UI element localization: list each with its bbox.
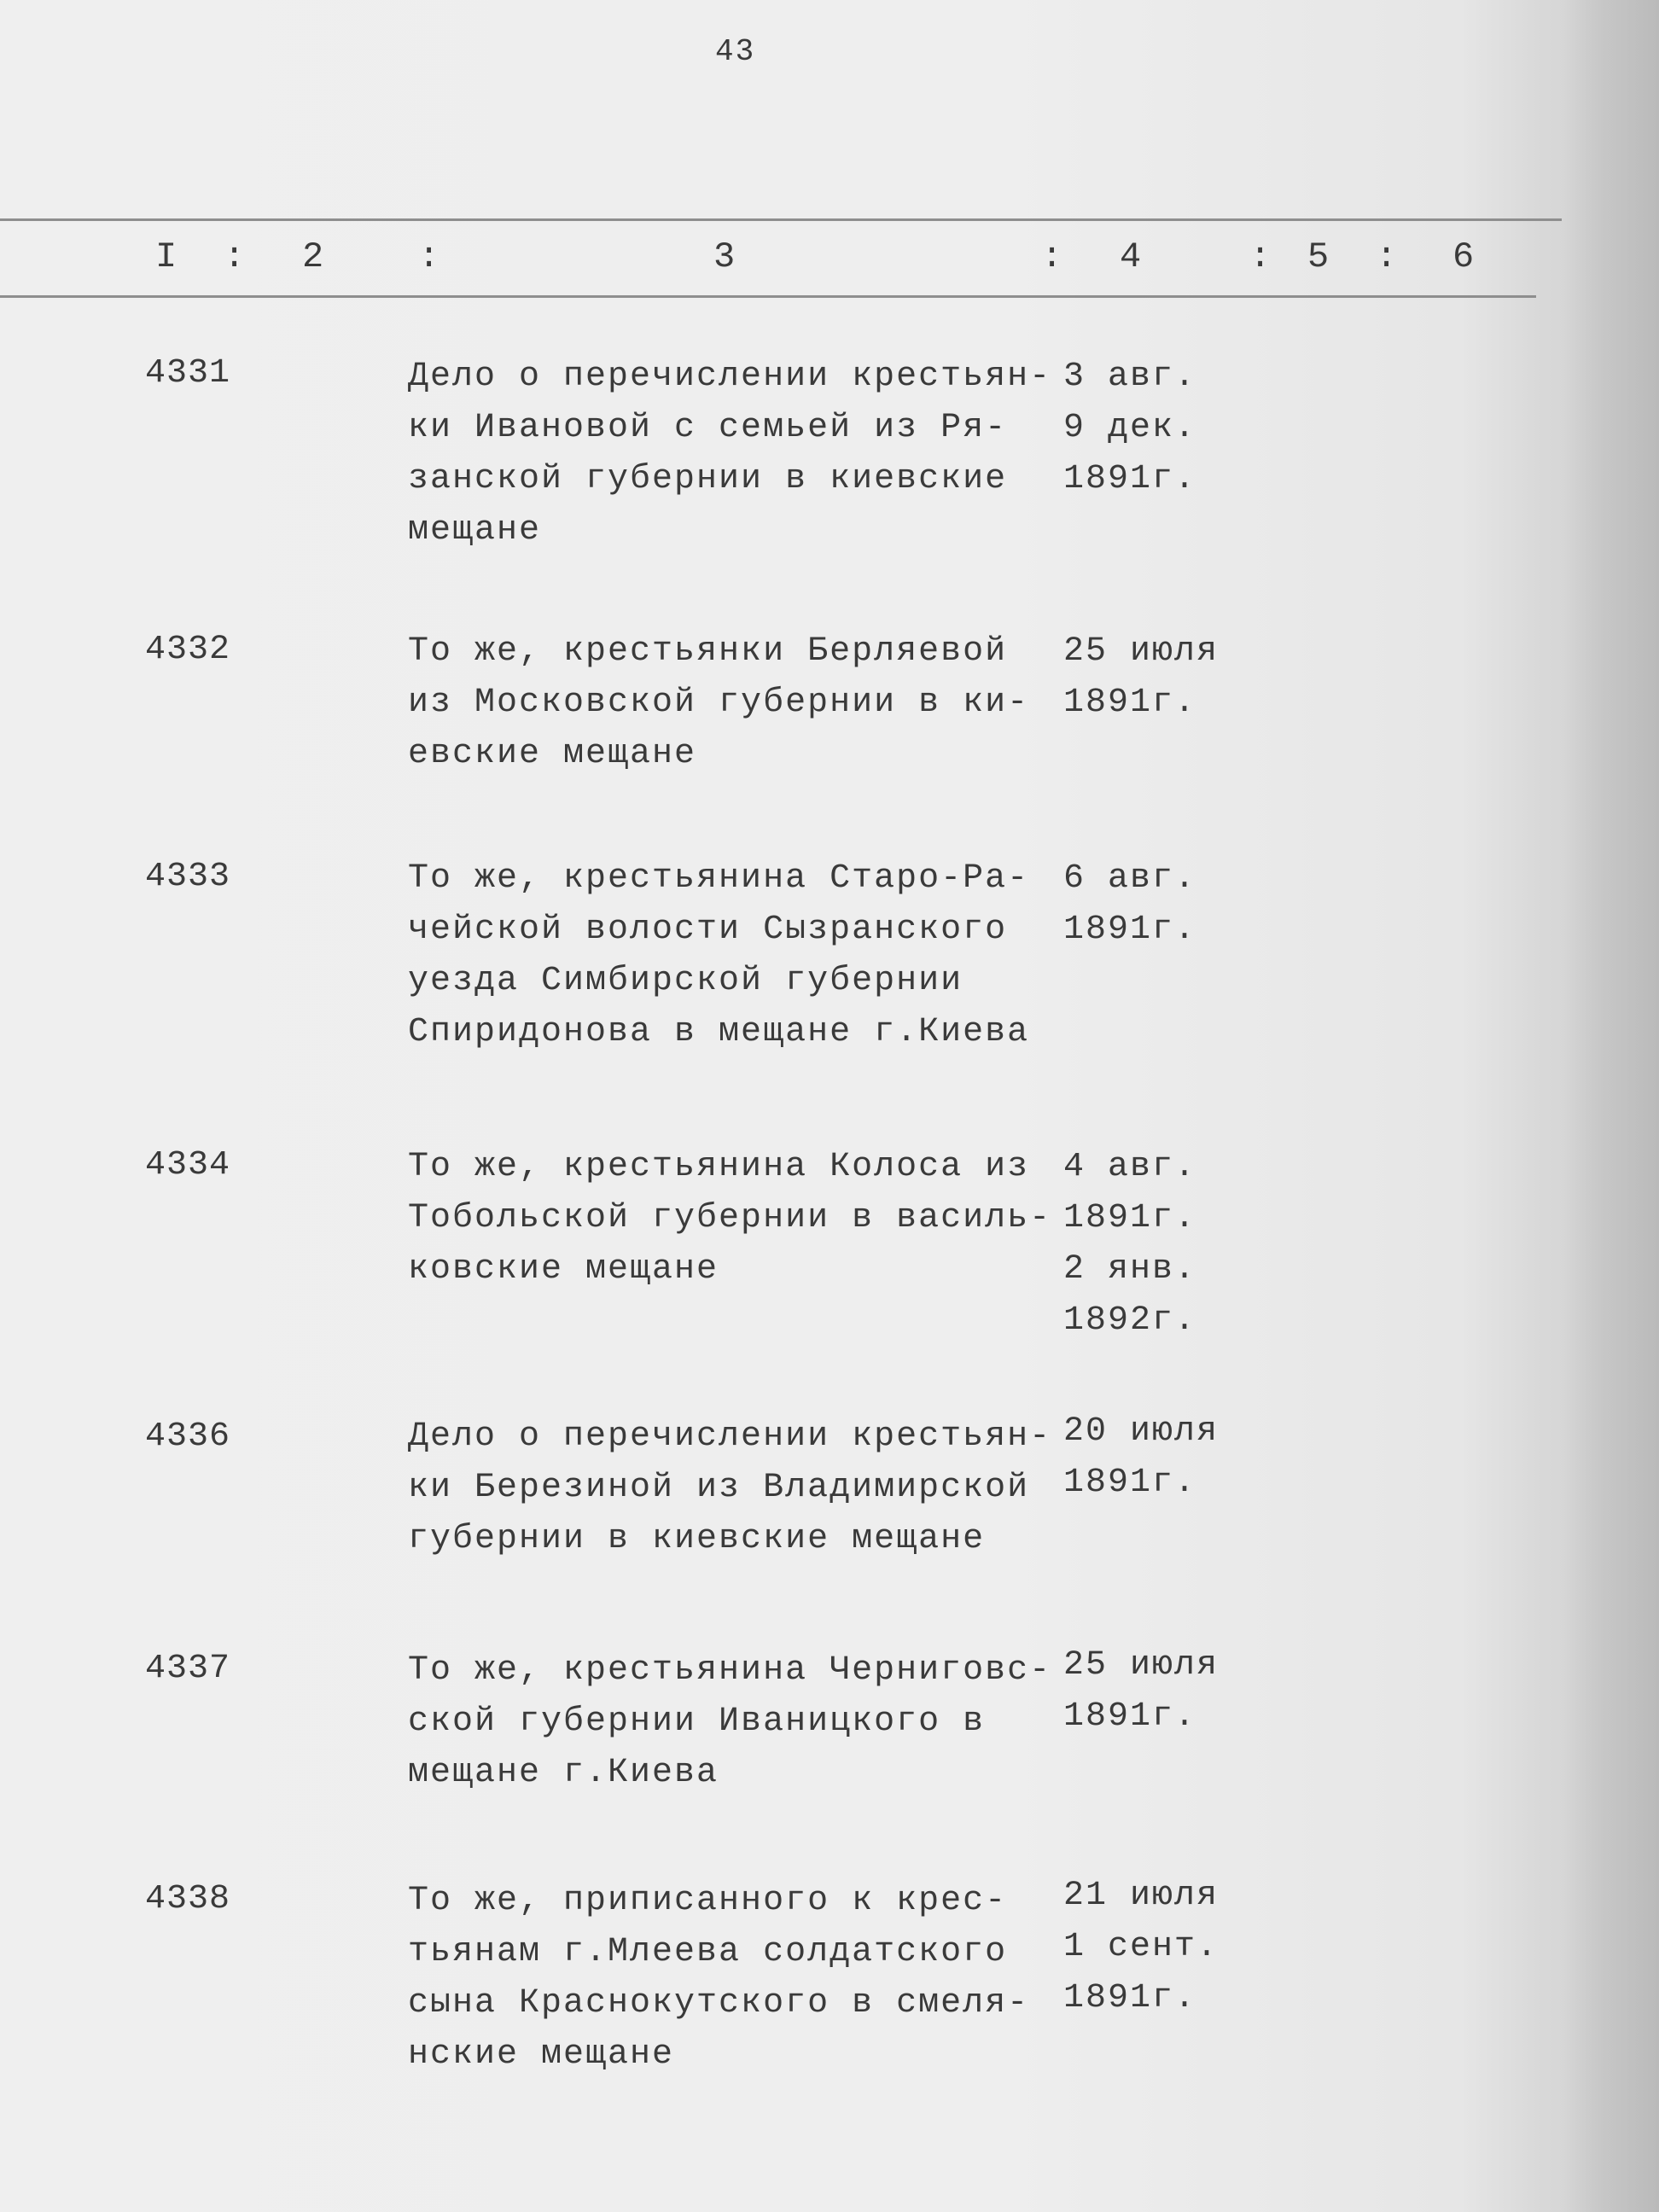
header-sep-1: : [224,236,246,277]
entry-description [408,626,1057,780]
page-edge-shadow [1562,0,1659,2212]
entry-number: 4337 [145,1650,231,1688]
entry-date [1063,1871,1243,2024]
entry-number: 4332 [145,631,231,669]
header-sep-3: : [1041,236,1063,277]
entry-date-line: 20 июля [1063,1412,1220,1451]
header-sep-4: : [1249,236,1272,277]
entry-date-line: 1891г. [1063,1199,1197,1237]
entry-date-line: 1 сент. [1063,1928,1220,1966]
entry-date-line: 6 авг. [1063,859,1197,898]
entry-text-line: Спиридонова в мещане г.Киева [408,1013,1030,1051]
entry-date [1063,626,1243,729]
entry-text-line: губернии в киевские мещане [408,1520,986,1558]
entry-text-line: То же, крестьянина Колоса из [408,1148,1030,1186]
entry-date-line: 25 июля [1063,1646,1220,1685]
entry-date-line: 1891г. [1063,460,1197,498]
entry-date-line: 1891г. [1063,911,1197,949]
entry-description [408,1142,1057,1295]
header-col-5: 5 [1307,236,1330,277]
entry-date-line: 1891г. [1063,1464,1197,1502]
header-col-2: 2 [302,236,324,277]
entry-text-line: Дело о перечислении крестьян- [408,1417,1052,1456]
entry-description [408,853,1057,1058]
entry-date [1063,1406,1243,1509]
page-number: 43 [715,34,756,69]
entry-text-line: ки Ивановой с семьей из Ря- [408,409,1008,447]
entry-text-line: уезда Симбирской губернии [408,962,963,1000]
entry-number: 4331 [145,354,231,393]
entry-description [408,352,1057,556]
entry-text-line: ки Березиной из Владимирской [408,1469,1030,1507]
header-sep-2: : [418,236,440,277]
header-sep-5: : [1376,236,1398,277]
entry-text-line: То же, крестьянина Старо-Ра- [408,859,1030,898]
entry-text-line: Тобольской губернии в василь- [408,1199,1052,1237]
entry-date-line: 21 июля [1063,1877,1220,1915]
entry-date [1063,853,1243,956]
entry-text-line: чейской волости Сызранского [408,911,1008,949]
entry-date [1063,1640,1243,1743]
entry-text-line: То же, приписанного к крес- [408,1882,1008,1920]
entry-text-line: евские мещане [408,735,697,773]
entry-date-line: 1892г. [1063,1301,1197,1340]
entry-text-line: ской губернии Иваницкого в [408,1703,986,1741]
entry-date-line: 3 авг. [1063,358,1197,396]
entry-date-line: 4 авг. [1063,1148,1197,1186]
entry-text-line: сына Краснокутского в смеля- [408,1984,1030,2023]
entry-text-line: мещане г.Киева [408,1754,719,1792]
entry-date-line: 1891г. [1063,684,1197,722]
entry-date-line: 1891г. [1063,1697,1197,1736]
entry-description [408,1876,1057,2081]
entry-date [1063,1142,1243,1347]
entry-description [408,1645,1057,1799]
header-col-1: I [155,236,178,277]
header-rule-bottom [0,295,1536,298]
entry-text-line: То же, крестьянки Берляевой [408,632,1008,671]
header-col-3: 3 [713,236,736,277]
entry-number: 4334 [145,1146,231,1185]
entry-text-line: Дело о перечислении крестьян- [408,358,1052,396]
entry-text-line: занской губернии в киевские [408,460,1008,498]
header-col-4: 4 [1120,236,1142,277]
entry-date [1063,352,1243,505]
entry-text-line: нские мещане [408,2035,675,2074]
entry-date-line: 9 дек. [1063,409,1197,447]
entry-date-line: 1891г. [1063,1979,1197,2017]
entry-number: 4336 [145,1417,231,1456]
entry-text-line: из Московской губернии в ки- [408,684,1030,722]
entry-date-line: 25 июля [1063,632,1220,671]
header-col-6: 6 [1452,236,1475,277]
entry-text-line: мещане [408,511,542,550]
entry-date-line: 2 янв. [1063,1250,1197,1289]
entry-number: 4333 [145,858,231,896]
entry-text-line: То же, крестьянина Черниговс- [408,1651,1052,1690]
entry-text-line: ковские мещане [408,1250,719,1289]
entry-description [408,1412,1057,1565]
entry-number: 4338 [145,1880,231,1918]
entry-text-line: тьянам г.Млеева солдатского [408,1933,1008,1971]
header-rule-top [0,218,1562,221]
